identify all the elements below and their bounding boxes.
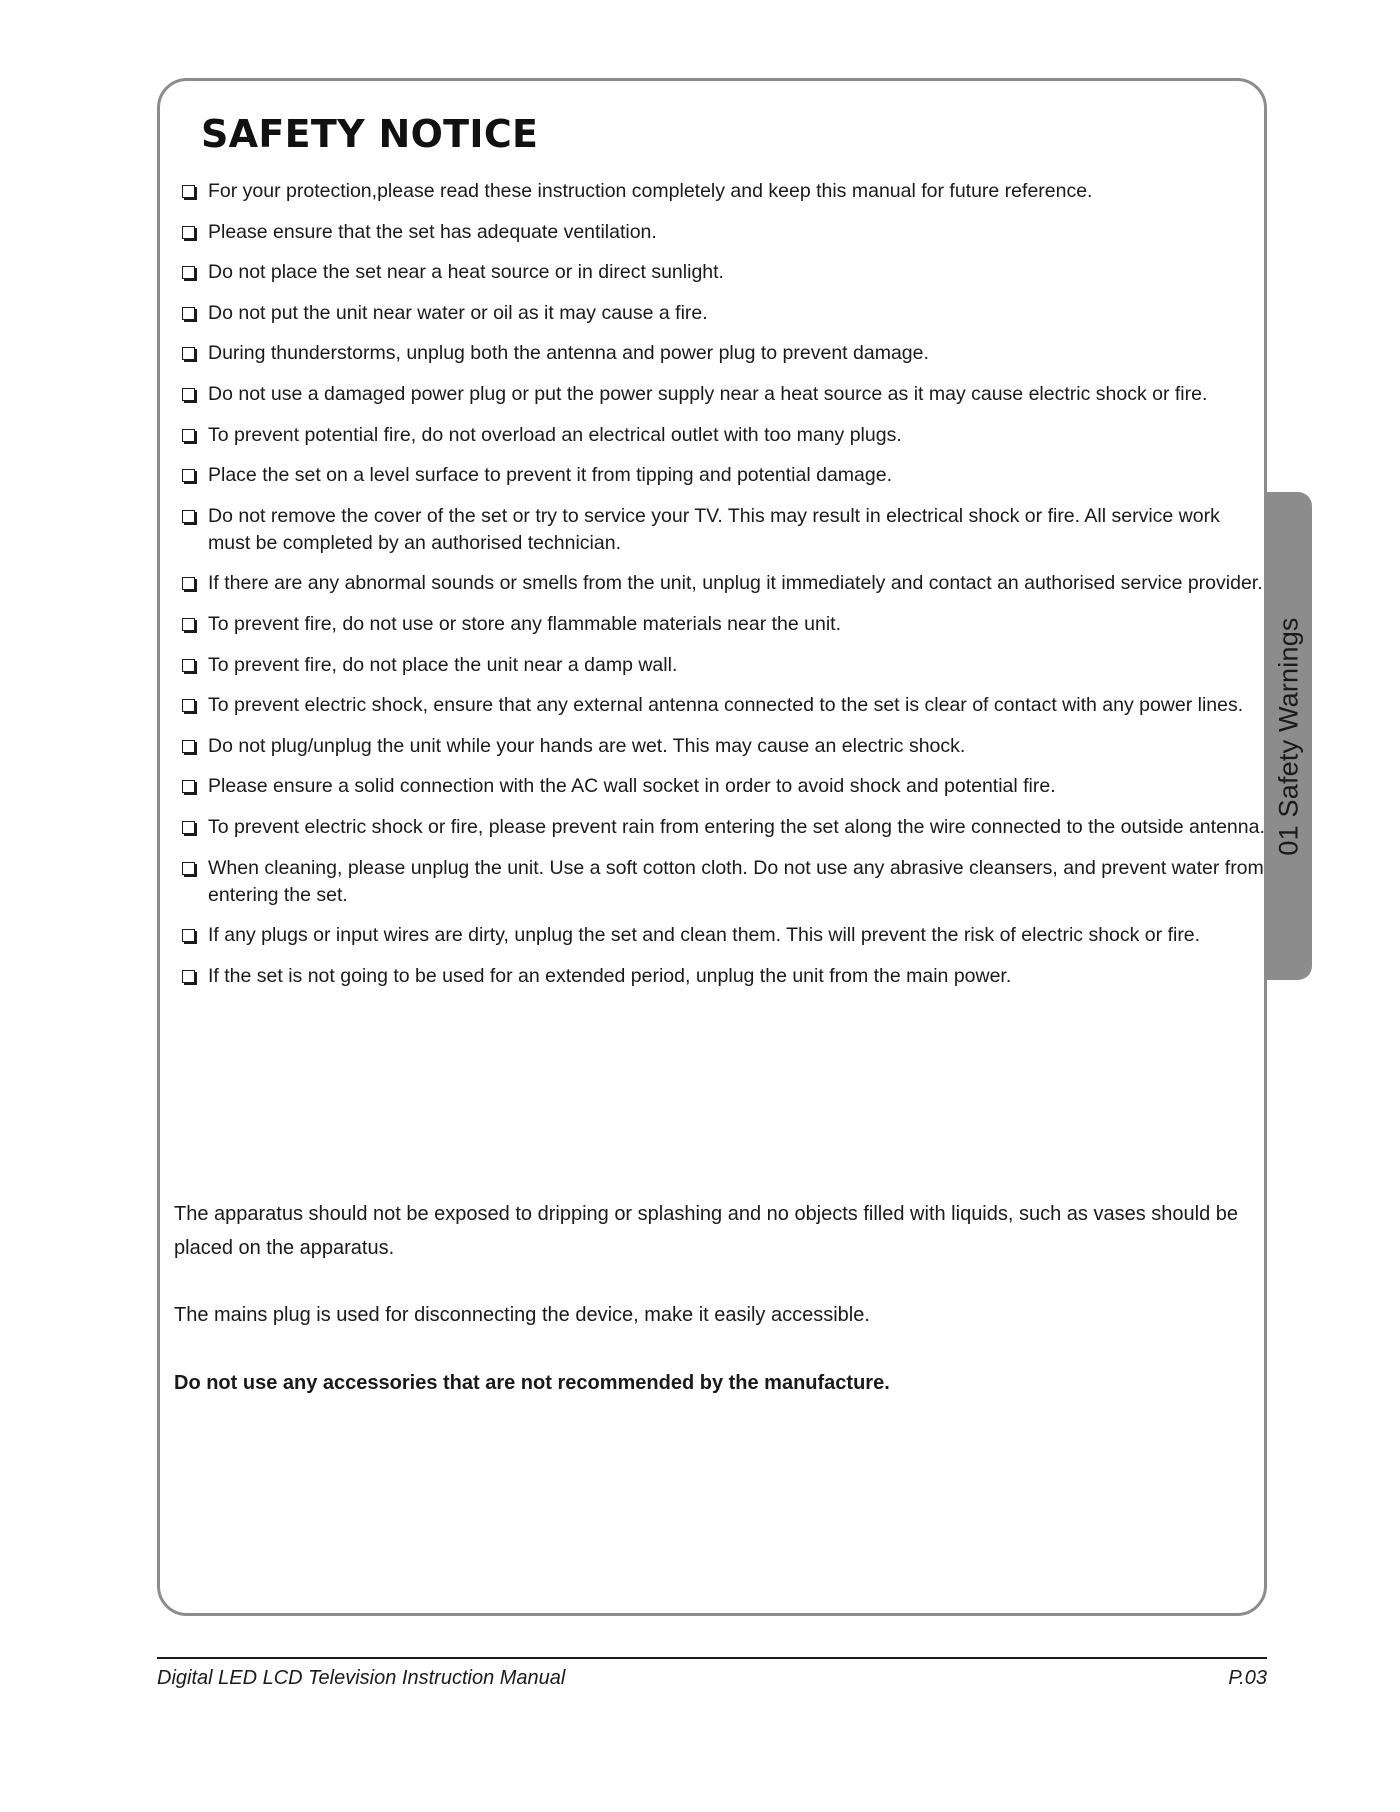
mains-plug-paragraph: The mains plug is used for disconnecting the device, make it easily accessible.: [174, 1304, 870, 1326]
footer-divider: [157, 1657, 1267, 1659]
page-title: SAFETY NOTICE: [201, 112, 539, 156]
notice-text: To prevent electric shock or fire, please prevent rain from entering the set along the wire connected to the outside antenna.: [208, 815, 1265, 838]
checkbox-bullet-icon: [182, 429, 195, 442]
checkbox-bullet-icon: [182, 347, 195, 360]
notice-text: Please ensure a solid connection with the AC wall socket in order to avoid shock and potential fire.: [208, 775, 1056, 798]
checkbox-bullet-icon: [182, 659, 195, 672]
notice-item: [180, 922, 1265, 949]
section-side-tab: [1267, 492, 1312, 980]
notice-text: Place the set on a level surface to prevent it from tipping and potential damage.: [208, 464, 892, 487]
checkbox-bullet-icon: [182, 307, 195, 320]
notice-text: When cleaning, please unplug the unit. Use a soft cotton cloth. Do not use any abrasive cleansers, and prevent water from entering the set.: [208, 856, 1264, 906]
checkbox-bullet-icon: [182, 780, 195, 793]
notice-text: To prevent electric shock, ensure that any external antenna connected to the set is clear of contact with any power lines.: [208, 694, 1244, 717]
footer-page-number: P.03: [1228, 1667, 1267, 1689]
section-tab-label: 01 Safety Warnings: [1274, 616, 1304, 856]
checkbox-bullet-icon: [182, 266, 195, 279]
notice-item: [180, 963, 1265, 990]
notice-item: [180, 340, 1265, 367]
notice-item: [180, 570, 1265, 597]
checkbox-bullet-icon: [182, 618, 195, 631]
notice-item: [180, 178, 1265, 205]
notice-text: To prevent fire, do not place the unit near a damp wall.: [208, 653, 678, 676]
notice-item: [180, 773, 1265, 800]
notice-item: [180, 219, 1265, 246]
checkbox-bullet-icon: [182, 821, 195, 834]
checkbox-bullet-icon: [182, 388, 195, 401]
checkbox-bullet-icon: [182, 862, 195, 875]
notice-text: Do not remove the cover of the set or try to service your TV. This may result in electrical shock or fire. All service work must be completed by an authorised technician.: [208, 504, 1220, 554]
notice-item: [180, 462, 1265, 489]
checkbox-bullet-icon: [182, 226, 195, 239]
notice-item: [180, 381, 1265, 408]
notice-item: [180, 300, 1265, 327]
checkbox-bullet-icon: [182, 510, 195, 523]
notice-text: Do not put the unit near water or oil as it may cause a fire.: [208, 301, 708, 324]
notice-item: [180, 692, 1265, 719]
notice-item: [180, 503, 1265, 557]
notice-text: To prevent potential fire, do not overload an electrical outlet with too many plugs.: [208, 423, 902, 446]
checkbox-bullet-icon: [182, 740, 195, 753]
notice-text: Please ensure that the set has adequate ventilation.: [208, 220, 657, 243]
checkbox-bullet-icon: [182, 970, 195, 983]
notice-text: Do not place the set near a heat source or in direct sunlight.: [208, 261, 724, 284]
checkbox-bullet-icon: [182, 469, 195, 482]
checkbox-bullet-icon: [182, 577, 195, 590]
notice-text: Do not use a damaged power plug or put the power supply near a heat source as it may cause electric shock or fire.: [208, 382, 1208, 405]
notice-text: To prevent fire, do not use or store any flammable materials near the unit.: [208, 612, 841, 635]
notice-text: If the set is not going to be used for an extended period, unplug the unit from the main power.: [208, 964, 1012, 987]
notice-text: Do not plug/unplug the unit while your hands are wet. This may cause an electric shock.: [208, 734, 966, 757]
checkbox-bullet-icon: [182, 699, 195, 712]
notice-item: [180, 652, 1265, 679]
notice-item: [180, 259, 1265, 286]
notice-item: [180, 855, 1265, 909]
notice-item: [180, 422, 1265, 449]
notice-item: [180, 733, 1265, 760]
liquids-warning-paragraph: The apparatus should not be exposed to dripping or splashing and no objects filled with liquids, such as vases should be placed on the apparatus.: [174, 1203, 1239, 1259]
notice-text: If there are any abnormal sounds or smells from the unit, unplug it immediately and contact an authorised service provider.: [208, 572, 1263, 595]
accessories-warning-paragraph: Do not use any accessories that are not recommended by the manufacture.: [174, 1372, 890, 1394]
notice-text: If any plugs or input wires are dirty, unplug the set and clean them. This will prevent the risk of electric shock or fire.: [208, 924, 1201, 947]
checkbox-bullet-icon: [182, 185, 195, 198]
footer-manual-title: Digital LED LCD Television Instruction Manual: [157, 1667, 566, 1689]
safety-notice-list: [180, 178, 1265, 1003]
checkbox-bullet-icon: [182, 929, 195, 942]
notice-text: During thunderstorms, unplug both the antenna and power plug to prevent damage.: [208, 342, 929, 365]
notice-text: For your protection,please read these instruction completely and keep this manual for future reference.: [208, 180, 1093, 202]
notice-item: [180, 814, 1265, 841]
notice-item: [180, 611, 1265, 638]
